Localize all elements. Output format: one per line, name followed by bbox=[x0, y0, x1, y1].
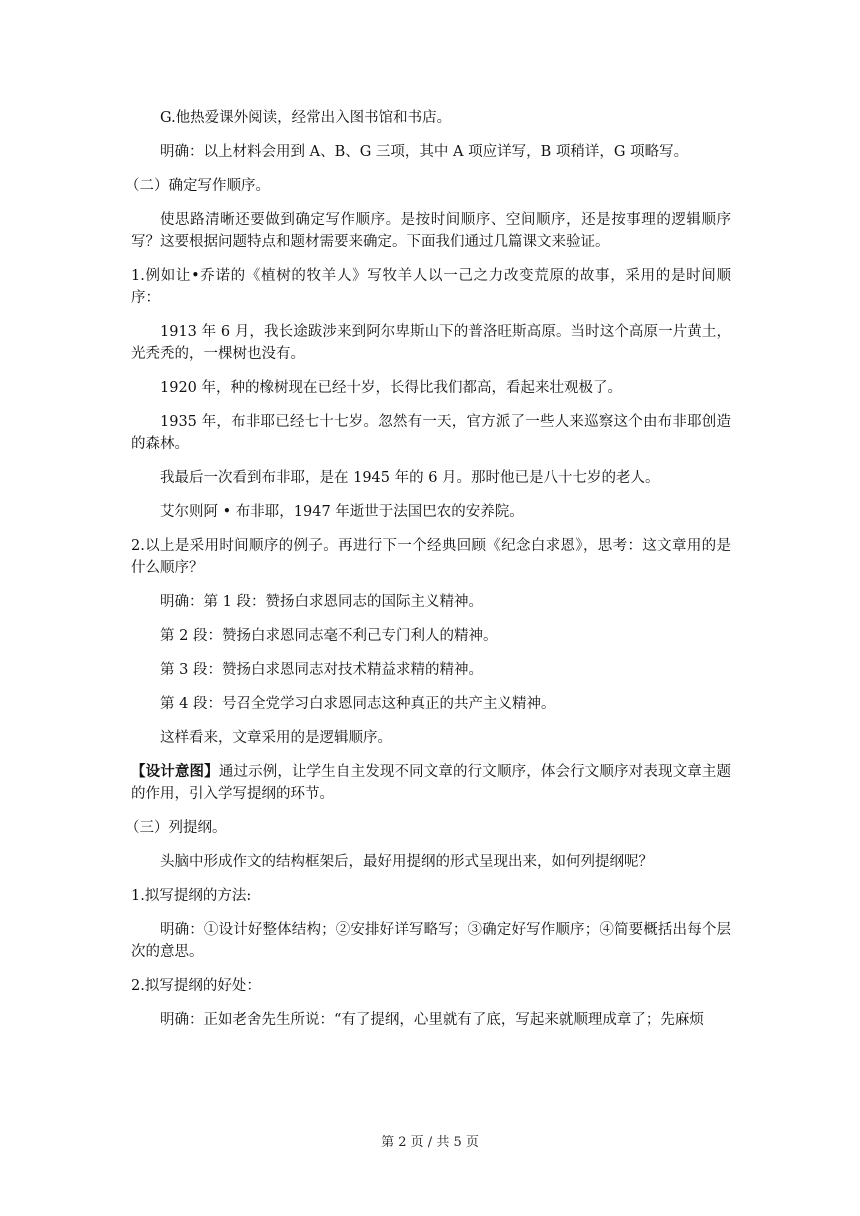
paragraph: 1.例如让•乔诺的《植树的牧羊人》写牧羊人以一己之力改变荒原的故事，采用的是时间顺序： bbox=[131, 268, 731, 306]
paragraph: 使思路清晰还要做到确定写作顺序。是按时间顺序、空间顺序，还是按事理的逻辑顺序写？这要根据问题特点和题材需要来确定。下面我们通过几篇课文来验证。 bbox=[131, 212, 731, 250]
quote-paragraph: 艾尔则阿 • 布非耶，1947 年逝世于法国巴农的安养院。 bbox=[160, 504, 524, 520]
paragraph: 明确：以上材料会用到 A、B、G 三项，其中 A 项应详写，B 项稍详，G 项略写。 bbox=[160, 144, 689, 160]
paragraph: 2.拟写提纲的好处： bbox=[131, 978, 261, 994]
paragraph: 明确：第 1 段：赞扬白求恩同志的国际主义精神。 bbox=[160, 594, 483, 610]
page-number-footer: 第 2 页 / 共 5 页 bbox=[381, 1135, 479, 1150]
paragraph: 明确：①设计好整体结构；②安排好详写略写；③确定好写作顺序；④简要概括出每个层次的意思。 bbox=[131, 922, 731, 960]
paragraph: G.他热爱课外阅读，经常出入图书馆和书店。 bbox=[160, 110, 452, 126]
section-heading: （三）列提纲。 bbox=[125, 820, 227, 836]
paragraph: 第 4 段：号召全党学习白求恩同志这种真正的共产主义精神。 bbox=[160, 696, 556, 712]
document-body bbox=[125, 107, 731, 1043]
design-intent-text: 通过示例，让学生自主发现不同文章的行文顺序，体会行文顺序对表现文章主题的作用，引入学写提纲的环节。 bbox=[131, 764, 731, 802]
quote-paragraph: 1935 年，布非耶已经七十七岁。忽然有一天，官方派了一些人来巡察这个由布非耶创造的森林。 bbox=[131, 414, 731, 452]
paragraph: 第 2 段：赞扬白求恩同志毫不利己专门利人的精神。 bbox=[160, 628, 498, 644]
design-intent-label: 【设计意图】 bbox=[131, 763, 219, 780]
section-heading: （二）确定写作顺序。 bbox=[125, 178, 270, 194]
paragraph: 第 3 段：赞扬白求恩同志对技术精益求精的精神。 bbox=[160, 662, 483, 678]
quote-paragraph: 1920 年，种的橡树现在已经十岁，长得比我们都高，看起来壮观极了。 bbox=[160, 380, 623, 396]
quote-paragraph: 我最后一次看到布非耶，是在 1945 年的 6 月。那时他已是八十七岁的老人。 bbox=[160, 470, 660, 486]
paragraph: 明确：正如老舍先生所说：“有了提纲，心里就有了底，写起来就顺理成章了；先麻烦 bbox=[160, 1012, 704, 1028]
design-intent-paragraph bbox=[131, 761, 731, 805]
quote-paragraph: 1913 年 6 月，我长途跋涉来到阿尔卑斯山下的普洛旺斯高原。当时这个高原一片黄土，光秃秃的，一棵树也没有。 bbox=[131, 324, 731, 362]
paragraph: 2.以上是采用时间顺序的例子。再进行下一个经典回顾《纪念白求恩》，思考：这文章用的是什么顺序？ bbox=[131, 538, 731, 576]
paragraph: 头脑中形成作文的结构框架后，最好用提纲的形式呈现出来，如何列提纲呢？ bbox=[160, 854, 653, 870]
paragraph: 1.拟写提纲的方法: bbox=[131, 888, 252, 904]
paragraph: 这样看来，文章采用的是逻辑顺序。 bbox=[160, 730, 392, 746]
